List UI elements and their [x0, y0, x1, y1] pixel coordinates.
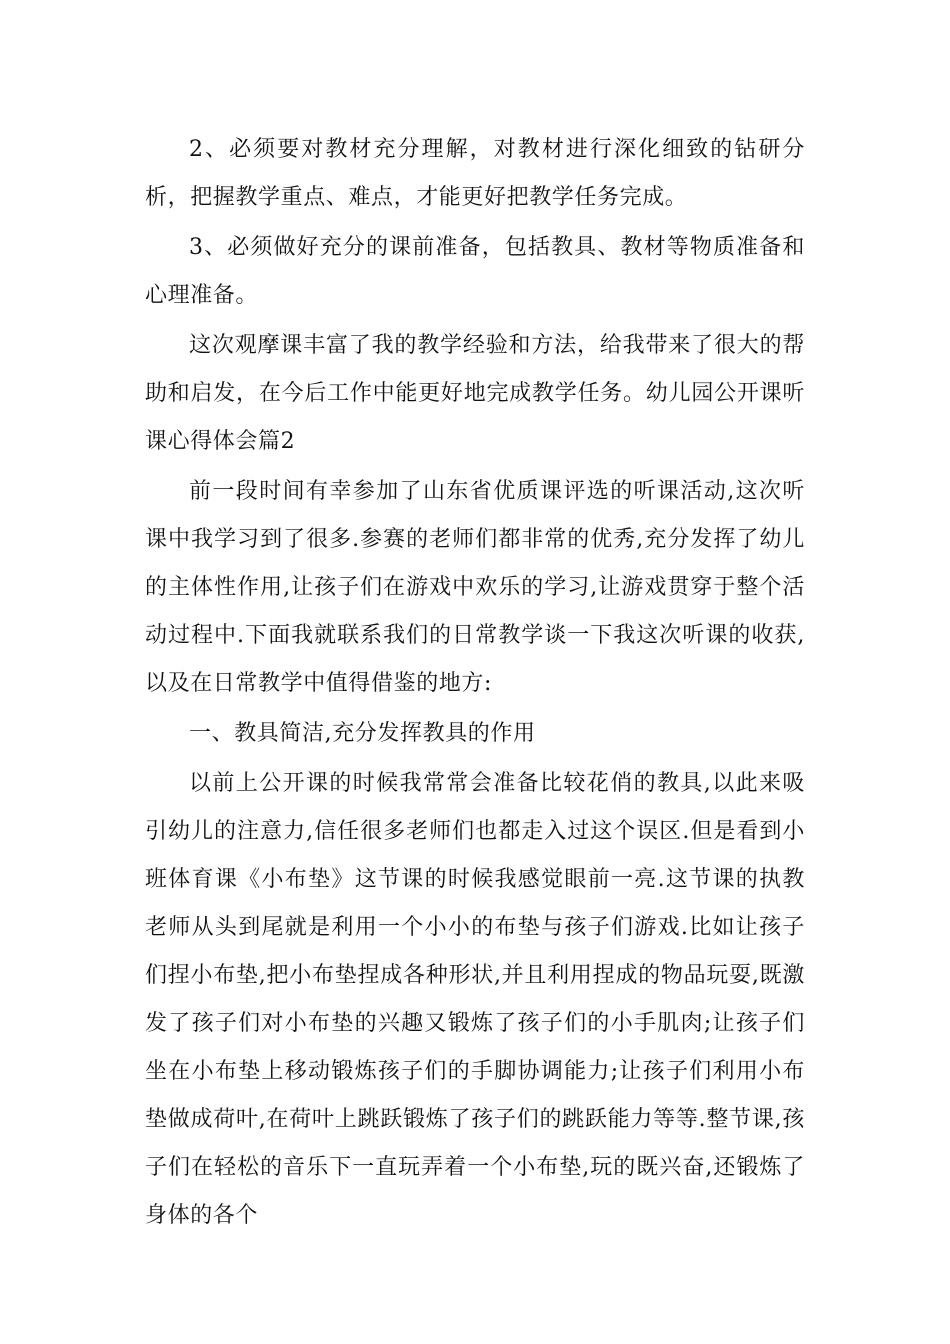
paragraph-point-3: 3、必须做好充分的课前准备，包括教具、教材等物质准备和心理准备。	[145, 235, 805, 308]
paragraph-teaching-aids: 以前上公开课的时候我常常会准备比较花俏的教具,以此来吸引幼儿的注意力,信任很多老师们也都走入过这个误区.但是看到小班体育课《小布垫》这节课的时候我感觉眼前一亮.这节课的执教老师从头到尾就是利用一个小小的布垫与孩子们游戏.比如让孩子们捏小布垫,把小布垫捏成各种形状,并且利用捏成的物品玩耍,既激发了孩子们对小布垫的兴趣又锻炼了孩子们的小手肌肉;让孩子们坐在小布垫上移动锻炼孩子们的手脚协调能力;让孩子们利用小布垫做成荷叶,在荷叶上跳跃锻炼了孩子们的跳跃能力等等.整节课,孩子们在轻松的音乐下一直玩弄着一个小布垫,玩的既兴奋,还锻炼了身体的各个	[145, 771, 805, 1228]
document-body	[145, 126, 805, 1242]
section-heading-teaching-aids: 一、教具简洁,充分发挥教具的作用	[189, 721, 536, 746]
paragraph-summary: 这次观摩课丰富了我的教学经验和方法，给我带来了很大的帮助和启发，在今后工作中能更好地完成教学任务。幼儿园公开课听课心得体会篇2	[145, 333, 805, 454]
paragraph-point-2: 2、必须要对教材充分理解，对教材进行深化细致的钻研分析，把握教学重点、难点，才能更好把教学任务完成。	[145, 137, 805, 210]
paragraph-intro-part-2: 前一段时间有幸参加了山东省优质课评选的听课活动,这次听课中我学习到了很多.参赛的老师们都非常的优秀,充分发挥了幼儿的主体性作用,让孩子们在游戏中欢乐的学习,让游戏贯穿于整个活动过程中.下面我就联系我们的日常教学谈一下我这次听课的收获,以及在日常教学中值得借鉴的地方:	[145, 479, 805, 696]
